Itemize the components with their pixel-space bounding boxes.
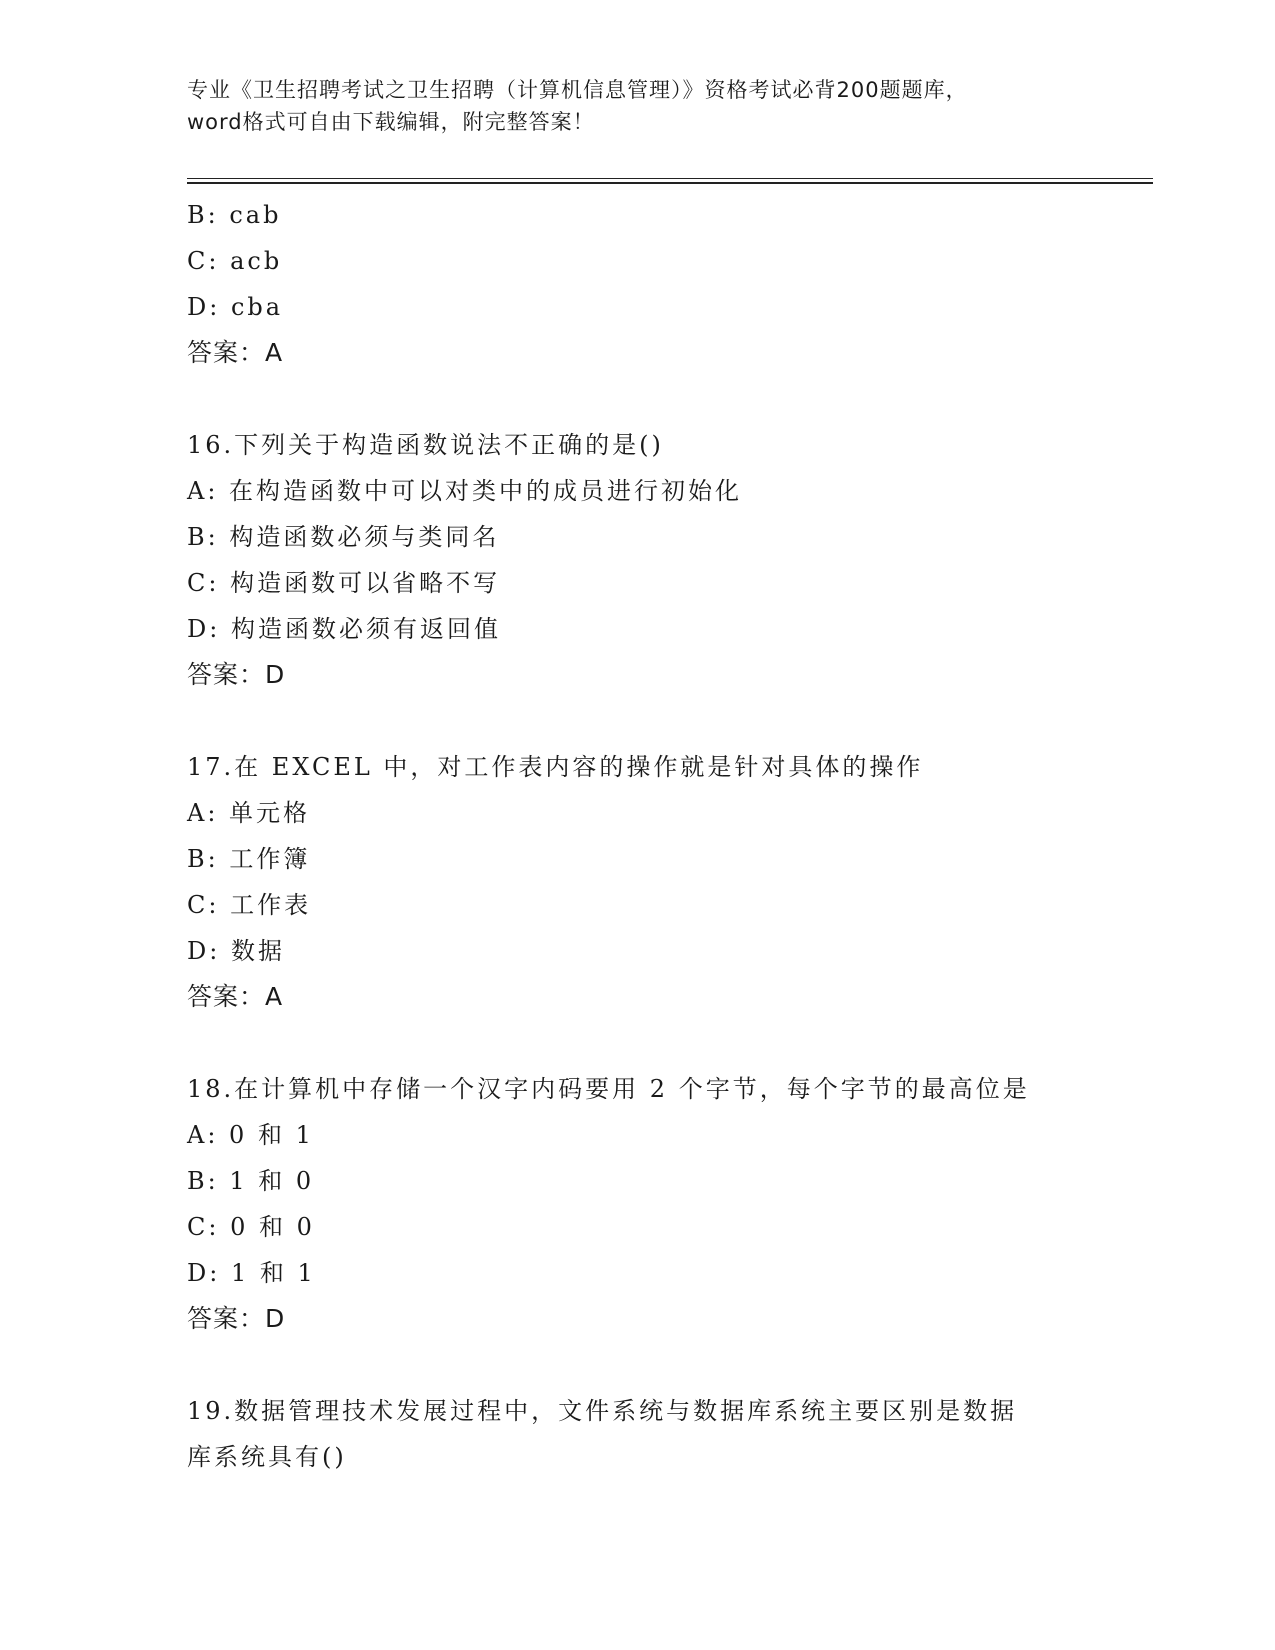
option-c: C: acb <box>187 247 283 275</box>
option-b: B: cab <box>187 201 282 229</box>
answer-line: 答案：A <box>187 338 284 367</box>
question-stem-line-2: 库系统具有() <box>187 1443 347 1471</box>
option-c: C: 构造函数可以省略不写 <box>187 569 501 597</box>
option-a: A: 单元格 <box>187 799 311 827</box>
question-block <box>187 422 1087 698</box>
answer-line: 答案：D <box>187 660 286 689</box>
header-divider-thin <box>187 178 1153 179</box>
option-b: B: 工作簿 <box>187 845 311 873</box>
question-block <box>187 1388 1087 1480</box>
option-a: A: 0 和 1 <box>187 1121 314 1149</box>
header-title-line-1: 专业《卫生招聘考试之卫生招聘（计算机信息管理）》资格考试必背200题题库， <box>187 78 968 102</box>
option-c: C: 工作表 <box>187 891 312 919</box>
question-list <box>187 192 1087 1480</box>
question-stem: 16.下列关于构造函数说法不正确的是() <box>187 431 664 459</box>
option-c: C: 0 和 0 <box>187 1213 315 1241</box>
header-title-line-2: word格式可自由下载编辑，附完整答案！ <box>187 110 595 134</box>
option-b: B: 1 和 0 <box>187 1167 315 1195</box>
answer-line: 答案：D <box>187 1304 286 1333</box>
question-stem: 17.在 EXCEL 中，对工作表内容的操作就是针对具体的操作 <box>187 753 924 781</box>
header-divider-thick <box>187 182 1153 184</box>
carry-over-block <box>187 192 1087 376</box>
option-d: D: cba <box>187 293 284 321</box>
question-stem-line-1: 19.数据管理技术发展过程中，文件系统与数据库系统主要区别是数据 <box>187 1397 1018 1425</box>
question-block <box>187 744 1087 1020</box>
option-d: D: 1 和 1 <box>187 1259 316 1287</box>
document-header <box>187 74 1087 138</box>
option-a: A: 在构造函数中可以对类中的成员进行初始化 <box>187 477 743 505</box>
answer-line: 答案：A <box>187 982 284 1011</box>
question-stem: 18.在计算机中存储一个汉字内码要用 2 个字节，每个字节的最高位是 <box>187 1075 1030 1103</box>
option-b: B: 构造函数必须与类同名 <box>187 523 500 551</box>
question-block <box>187 1066 1087 1342</box>
option-d: D: 构造函数必须有返回值 <box>187 615 501 643</box>
option-d: D: 数据 <box>187 937 285 965</box>
